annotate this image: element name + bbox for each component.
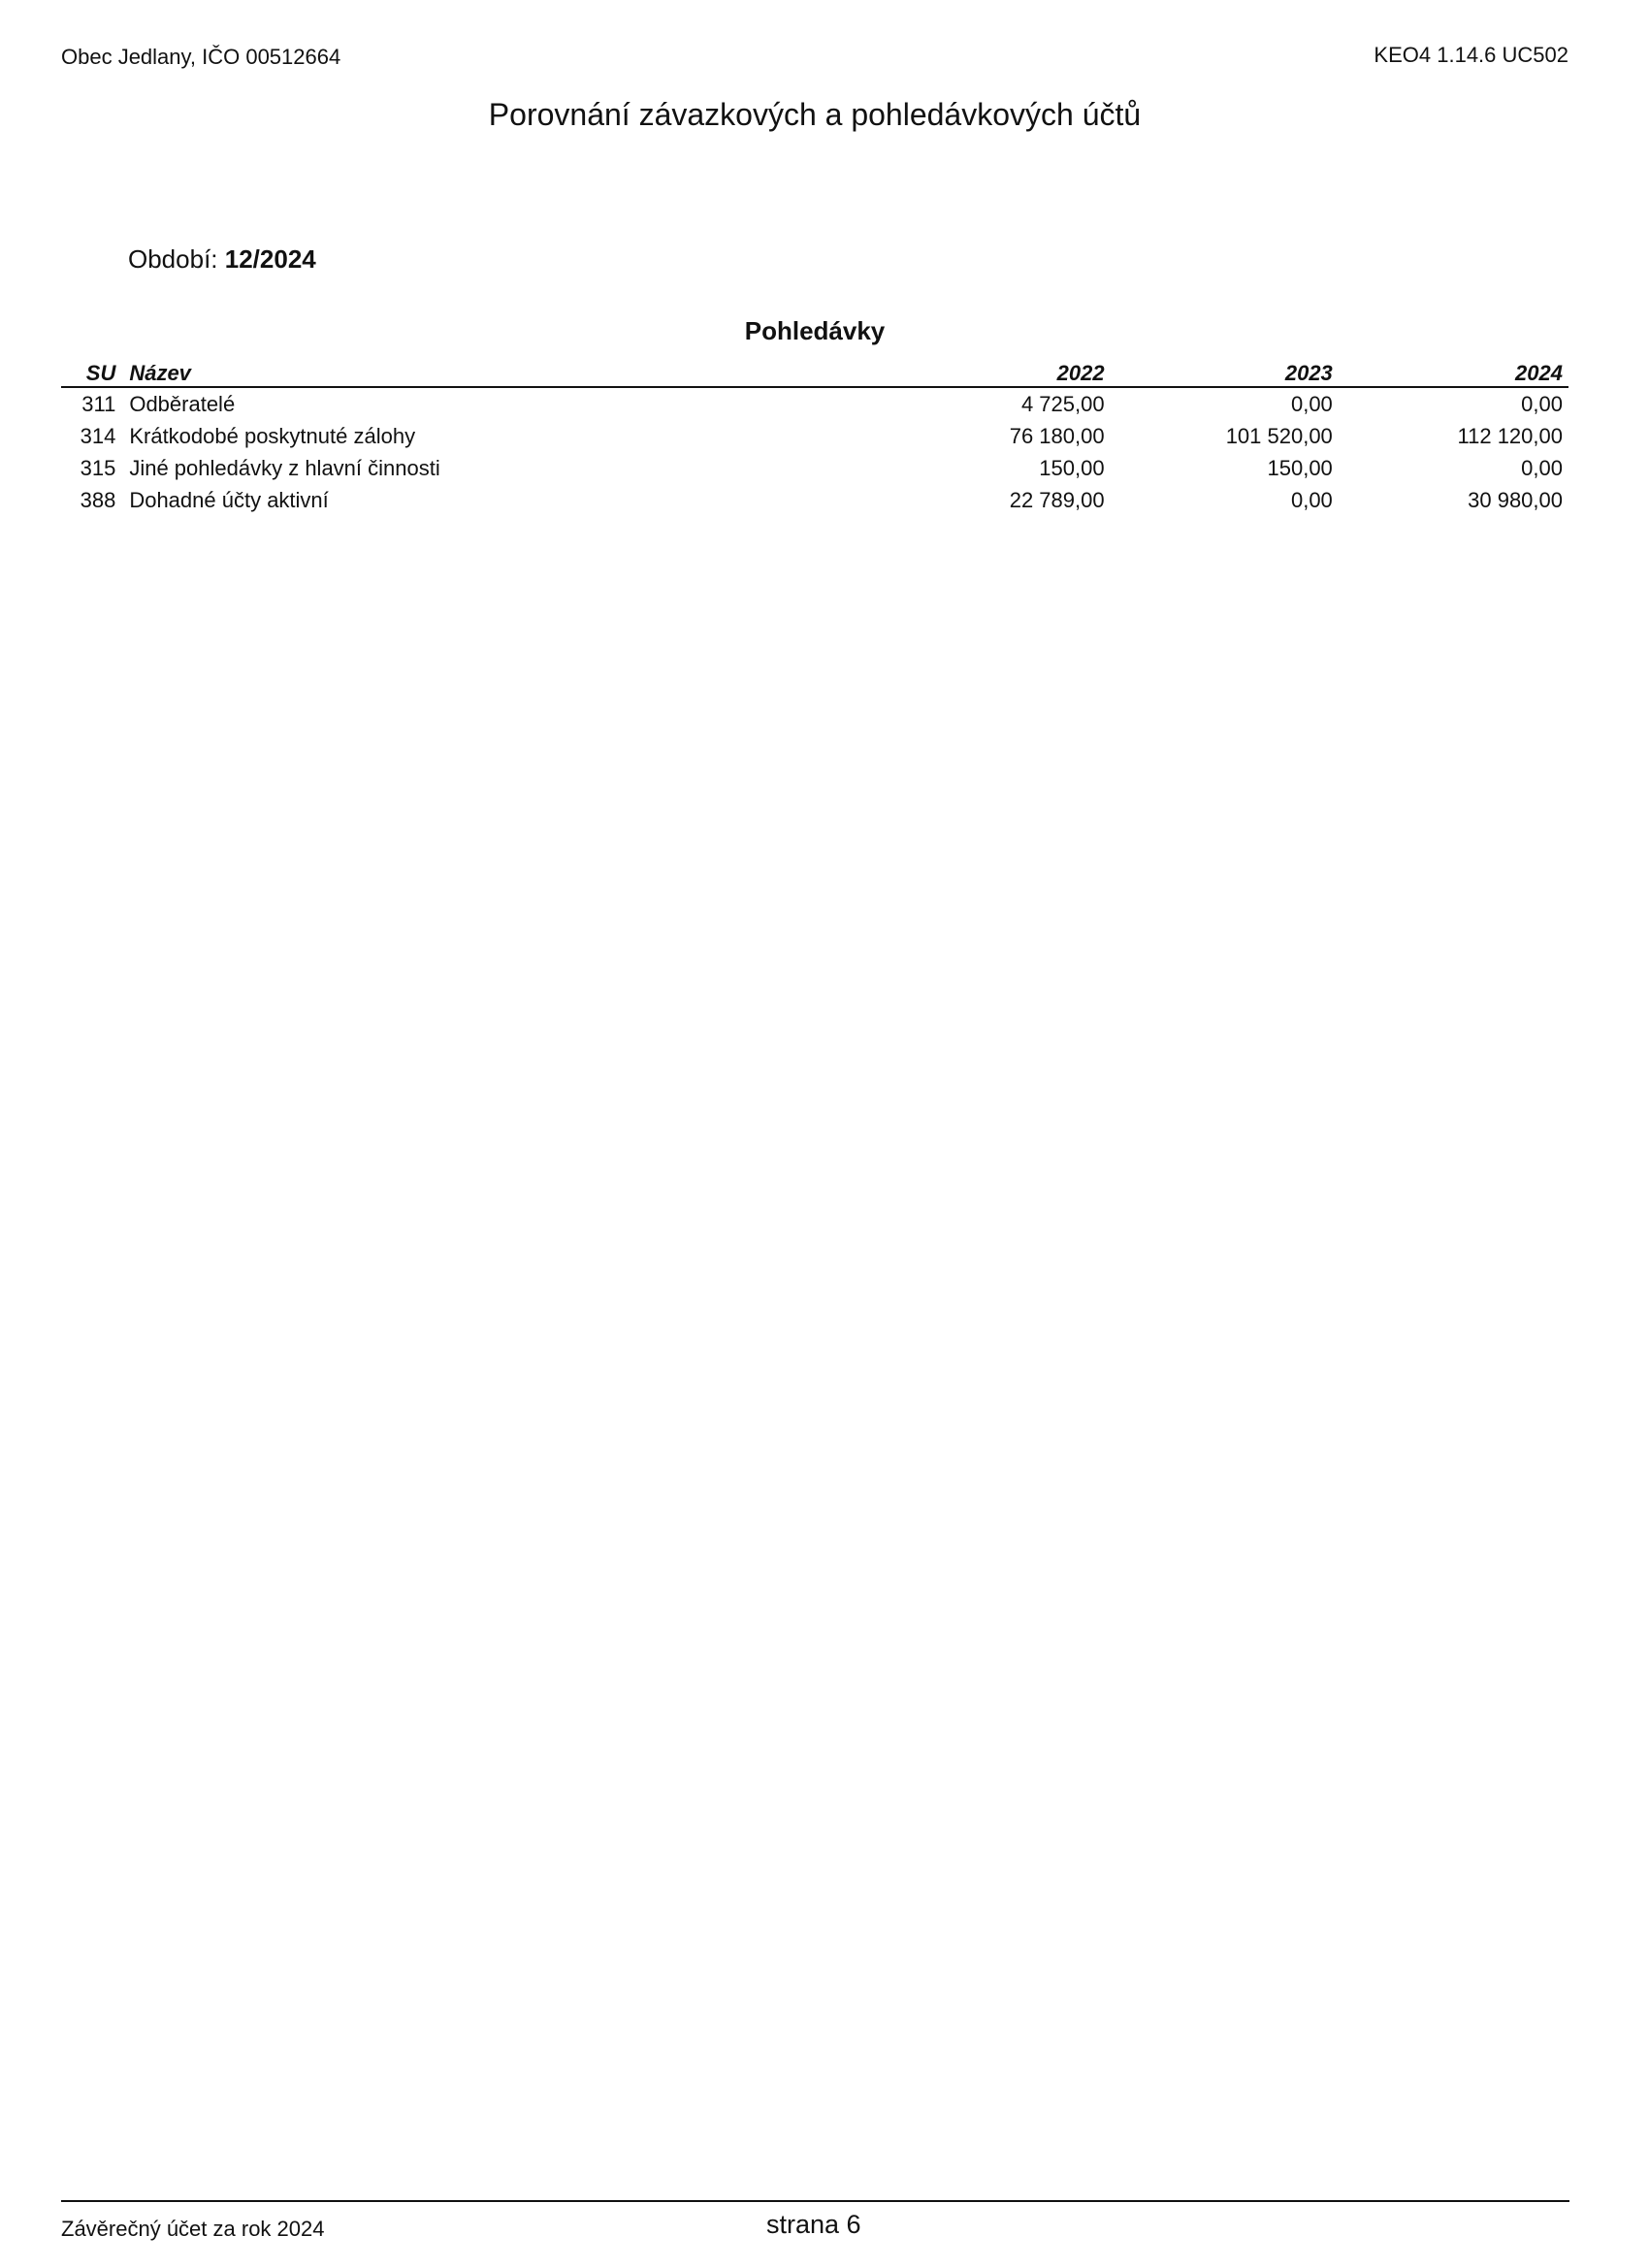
receivables-table bbox=[61, 357, 1568, 516]
table-header-row bbox=[61, 357, 1568, 387]
table-row bbox=[61, 484, 1568, 516]
cell-2024: 30 980,00 bbox=[1468, 487, 1563, 512]
cell-2022: 4 725,00 bbox=[1020, 391, 1105, 416]
footer-document-name: Závěrečný účet za rok 2024 bbox=[61, 2217, 325, 2241]
period bbox=[128, 244, 316, 275]
footer-page-number: strana 6 bbox=[766, 2210, 861, 2239]
cell-su: 388 bbox=[80, 487, 116, 512]
cell-name: Odběratelé bbox=[129, 391, 236, 416]
cell-su: 315 bbox=[80, 455, 116, 480]
period-value: 12/2024 bbox=[224, 244, 316, 274]
cell-2023: 101 520,00 bbox=[1225, 423, 1333, 448]
cell-2023: 0,00 bbox=[1290, 487, 1333, 512]
cell-2023: 150,00 bbox=[1267, 455, 1333, 480]
cell-name: Jiné pohledávky z hlavní činnosti bbox=[129, 455, 440, 480]
cell-su: 311 bbox=[81, 391, 116, 416]
cell-2023: 0,00 bbox=[1290, 391, 1333, 416]
cell-name: Dohadné účty aktivní bbox=[129, 487, 329, 512]
cell-2024: 0,00 bbox=[1521, 391, 1563, 416]
table-row bbox=[61, 420, 1568, 452]
column-header-su: SU bbox=[61, 357, 123, 387]
software-version: KEO4 1.14.6 UC502 bbox=[1374, 43, 1568, 67]
cell-2022: 22 789,00 bbox=[1009, 487, 1105, 512]
cell-2024: 112 120,00 bbox=[1457, 423, 1563, 448]
organization-header: Obec Jedlany, IČO 00512664 bbox=[61, 45, 341, 69]
cell-name: Krátkodobé poskytnuté zálohy bbox=[129, 423, 416, 448]
column-header-2023: 2023 bbox=[1116, 357, 1346, 387]
cell-su: 314 bbox=[80, 423, 116, 448]
table-row bbox=[61, 452, 1568, 484]
column-header-2022: 2022 bbox=[889, 357, 1116, 387]
column-header-name: Název bbox=[123, 357, 889, 387]
column-header-2024: 2024 bbox=[1346, 357, 1568, 387]
page-title: Porovnání závazkových a pohledávkových účtů bbox=[488, 97, 1142, 132]
section-title: Pohledávky bbox=[744, 316, 886, 345]
period-label: Období: bbox=[128, 244, 218, 274]
cell-2022: 150,00 bbox=[1039, 455, 1105, 480]
footer-divider bbox=[61, 2200, 1569, 2202]
cell-2024: 0,00 bbox=[1521, 455, 1563, 480]
cell-2022: 76 180,00 bbox=[1009, 423, 1105, 448]
table-row bbox=[61, 387, 1568, 420]
